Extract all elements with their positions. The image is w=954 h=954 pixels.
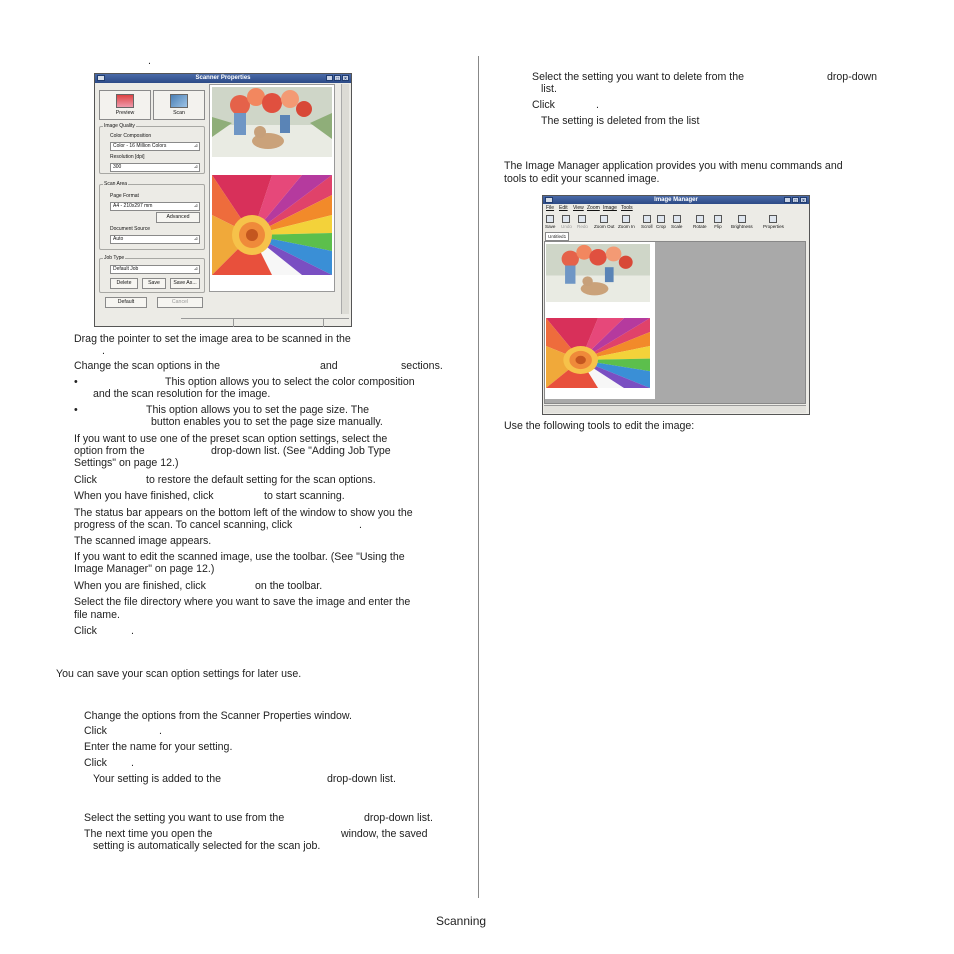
image-manager-title: Image Manager	[654, 197, 698, 203]
flower-photo	[212, 175, 332, 275]
scan-area-group: Scan Area Page Format A4 - 210x297 mm ⊿ Advanced Document Source Auto ⊿	[99, 184, 205, 250]
status-bar	[181, 318, 349, 327]
color-composition-select[interactable]: Color - 16 Million Colors ⊿	[110, 142, 200, 151]
image-manager-window	[542, 195, 810, 415]
chevron-down-icon: ⊿	[193, 236, 198, 242]
preview-icon	[116, 94, 134, 108]
save-icon	[546, 215, 554, 223]
image-canvas[interactable]	[544, 241, 806, 404]
rotate-icon	[696, 215, 704, 223]
minimize-icon[interactable]: _	[784, 197, 791, 203]
save-tool[interactable]: Save	[545, 215, 555, 229]
scan-button[interactable]: Scan	[153, 90, 205, 120]
image-quality-group: Image Quality Color Composition Color - 16 Million Colors ⊿ Resolution [dpi] 300 ⊿	[99, 126, 205, 174]
column-divider	[478, 56, 479, 898]
job-type-group: Job Type Default Job ⊿ Delete Save Save As...	[99, 258, 205, 293]
chevron-down-icon: ⊿	[193, 164, 198, 170]
advanced-button[interactable]: Advanced	[156, 212, 200, 223]
app-icon	[545, 197, 553, 203]
flip-tool[interactable]: Flip	[714, 215, 722, 229]
maximize-icon[interactable]: □	[335, 76, 340, 82]
app-icon	[97, 75, 105, 81]
zoom-in-icon	[622, 215, 630, 223]
vertical-scrollbar[interactable]	[341, 84, 349, 314]
redo-tool[interactable]: Redo	[577, 215, 588, 229]
scroll-icon	[643, 215, 651, 223]
scanner-titlebar	[95, 74, 351, 83]
tab-untitled1[interactable]: Untitled1	[545, 232, 569, 241]
page-footer: Scanning	[436, 914, 487, 928]
document-source-select[interactable]: Auto ⊿	[110, 235, 200, 244]
brightness-tool[interactable]: Brightness	[731, 215, 753, 229]
properties-icon	[769, 215, 777, 223]
crop-tool[interactable]: Crop	[656, 215, 666, 229]
undo-icon	[562, 215, 570, 223]
scanner-icon	[170, 94, 188, 108]
save-as-button[interactable]: Save As...	[170, 278, 200, 289]
job-type-select[interactable]: Default Job ⊿	[110, 265, 200, 274]
page-format-select[interactable]: A4 - 210x297 mm ⊿	[110, 202, 200, 211]
image-page	[545, 242, 655, 399]
redo-icon	[578, 215, 586, 223]
menu-file[interactable]: File	[546, 205, 555, 211]
status-bar	[544, 405, 806, 413]
chevron-down-icon: ⊿	[193, 143, 198, 149]
scale-tool[interactable]: Scale	[671, 215, 683, 229]
brightness-icon	[738, 215, 746, 223]
maximize-icon[interactable]: □	[793, 198, 798, 204]
properties-tool[interactable]: Properties	[763, 215, 784, 229]
resolution-select[interactable]: 300 ⊿	[110, 163, 200, 172]
zoom-in-tool[interactable]: Zoom In	[618, 215, 635, 229]
cancel-button[interactable]: Cancel	[157, 297, 203, 308]
chevron-down-icon: ⊿	[193, 266, 198, 272]
scanner-properties-window	[94, 73, 352, 327]
menu-view[interactable]: View	[573, 205, 584, 211]
scale-icon	[673, 215, 681, 223]
kitten-photo	[546, 244, 650, 302]
undo-tool[interactable]: Undo	[561, 215, 572, 229]
scroll-tool[interactable]: Scroll	[641, 215, 653, 229]
image-manager-titlebar	[543, 196, 809, 204]
default-button[interactable]: Default	[105, 297, 147, 308]
scanner-window-title: Scanner Properties	[195, 75, 251, 81]
menu-zoom[interactable]: Zoom	[587, 205, 600, 211]
flower-photo	[546, 318, 650, 388]
save-button[interactable]: Save	[142, 278, 166, 289]
menu-tools[interactable]: Tools	[621, 205, 633, 211]
kitten-photo	[212, 87, 332, 157]
rotate-tool[interactable]: Rotate	[693, 215, 707, 229]
zoom-out-tool[interactable]: Zoom Out	[594, 215, 614, 229]
close-icon[interactable]: ×	[342, 75, 349, 81]
minimize-icon[interactable]: _	[326, 75, 333, 81]
zoom-out-icon	[600, 215, 608, 223]
step-dot: .	[148, 55, 151, 67]
chevron-down-icon: ⊿	[193, 203, 198, 209]
flip-icon	[714, 215, 722, 223]
close-icon[interactable]: ×	[800, 197, 807, 203]
menu-image[interactable]: Image	[603, 205, 617, 211]
preview-button[interactable]: Preview	[99, 90, 151, 120]
crop-icon	[657, 215, 665, 223]
delete-button[interactable]: Delete	[110, 278, 138, 289]
menu-edit[interactable]: Edit	[559, 205, 568, 211]
preview-area[interactable]	[209, 84, 335, 292]
